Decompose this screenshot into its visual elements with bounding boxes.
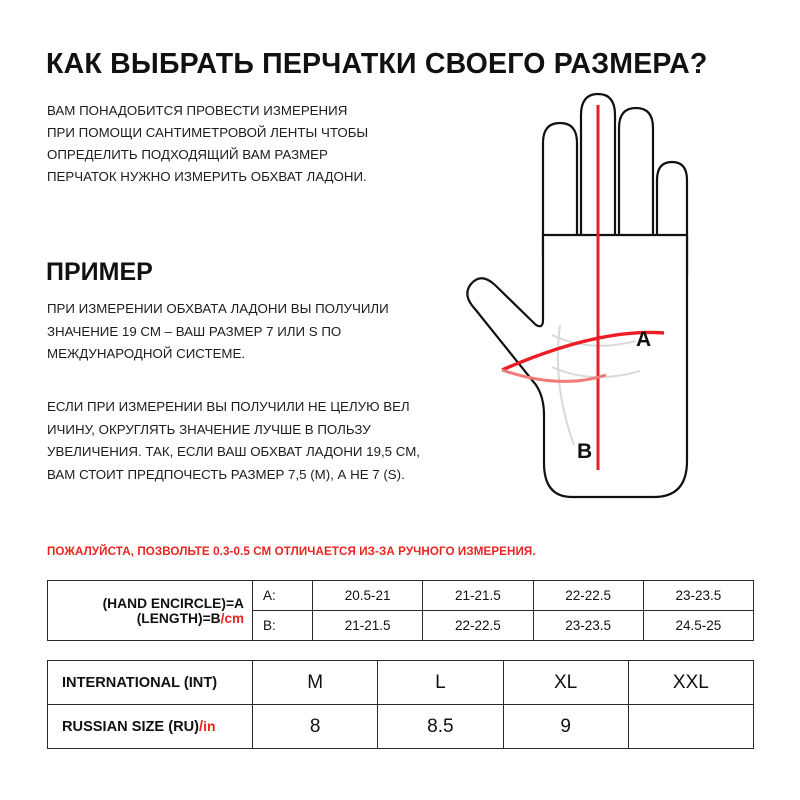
russian-label — [48, 705, 253, 749]
cell-b-2: 22-22.5 — [423, 611, 533, 641]
measurement-row-labels — [48, 581, 253, 641]
int-size-3: XL — [503, 661, 628, 705]
measurement-table — [47, 580, 754, 641]
hand-illustration-svg — [440, 85, 770, 565]
ru-size-1: 8 — [253, 705, 378, 749]
unit-cm: cm — [224, 610, 244, 626]
international-label — [48, 661, 253, 705]
cell-b-1: 21-21.5 — [313, 611, 423, 641]
example-paragraph-1: ПРИ ИЗМЕРЕНИИ ОБХВАТА ЛАДОНИ ВЫ ПОЛУЧИЛИ ЗНАЧЕНИЕ 19 СМ – ВАШ РАЗМЕР 7 ИЛИ S ПО МЕЖДУНАРОДНОЙ СИСТЕМЕ. — [47, 301, 389, 361]
unit-slash-2: / — [199, 719, 204, 735]
example-paragraph-2: ЕСЛИ ПРИ ИЗМЕРЕНИИ ВЫ ПОЛУЧИЛИ НЕ ЦЕЛУЮ ВЕЛ ИЧИНУ, ОКРУГЛЯТЬ ЗНАЧЕНИЕ ЛУЧШЕ В ПОЛЬЗУ УВЕЛИЧЕНИЯ. ТАК, ЕСЛИ ВАШ ОБХВАТ ЛАДОНИ 19,5 СМ, ВАМ СТОИТ ПРЕДПОЧЕСТЬ РАЗМЕР 7,5 (M), А НЕ 7 (S). — [47, 399, 420, 482]
cell-a-2: 21-21.5 — [423, 581, 533, 611]
cell-b-4: 24.5-25 — [643, 611, 753, 641]
ru-size-3: 9 — [503, 705, 628, 749]
label-b: B — [577, 440, 593, 463]
table-row — [48, 581, 754, 611]
row-key-a: A: — [253, 581, 313, 611]
label-a: A — [636, 328, 652, 351]
size-table — [47, 660, 754, 749]
length-label-wrap — [49, 611, 244, 626]
table-row — [48, 705, 754, 749]
measurement-notice: ПОЖАЛУЙСТА, ПОЗВОЛЬТЕ 0.3-0.5 СМ ОТЛИЧАЕТСЯ ИЗ-ЗА РУЧНОГО ИЗМЕРЕНИЯ. — [47, 545, 536, 558]
cell-a-4: 23-23.5 — [643, 581, 753, 611]
hand-diagram — [440, 85, 770, 565]
unit-slash: / — [220, 610, 225, 626]
hand-encircle-label: (HAND ENCIRCLE)=A — [102, 595, 244, 611]
int-size-1: M — [253, 661, 378, 705]
cell-a-3: 22-22.5 — [533, 581, 643, 611]
intro-paragraph: ВАМ ПОНАДОБИТСЯ ПРОВЕСТИ ИЗМЕРЕНИЯ ПРИ ПОМОЩИ САНТИМЕТРОВОЙ ЛЕНТЫ ЧТОБЫ ОПРЕДЕЛИТЬ ПОДХОДЯЩИЙ ВАМ РАЗМЕР ПЕРЧАТОК НУЖНО ИЗМЕРИТЬ ОБХВАТ ЛАДОНИ. — [47, 103, 369, 184]
example-heading: ПРИМЕР — [46, 258, 153, 286]
int-size-4: XXL — [628, 661, 753, 705]
ru-size-4 — [628, 705, 753, 749]
cell-a-1: 20.5-21 — [313, 581, 423, 611]
unit-in: in — [203, 718, 216, 734]
length-label: (LENGTH)=B — [136, 610, 221, 626]
page-title: КАК ВЫБРАТЬ ПЕРЧАТКИ СВОЕГО РАЗМЕРА? — [46, 48, 708, 80]
russian-label-text: RUSSIAN SIZE (RU) — [62, 719, 200, 735]
table-row — [48, 661, 754, 705]
ru-size-2: 8.5 — [378, 705, 503, 749]
international-label-text: INTERNATIONAL (INT) — [62, 674, 218, 691]
cell-b-3: 23-23.5 — [533, 611, 643, 641]
row-key-b: B: — [253, 611, 313, 641]
int-size-2: L — [378, 661, 503, 705]
